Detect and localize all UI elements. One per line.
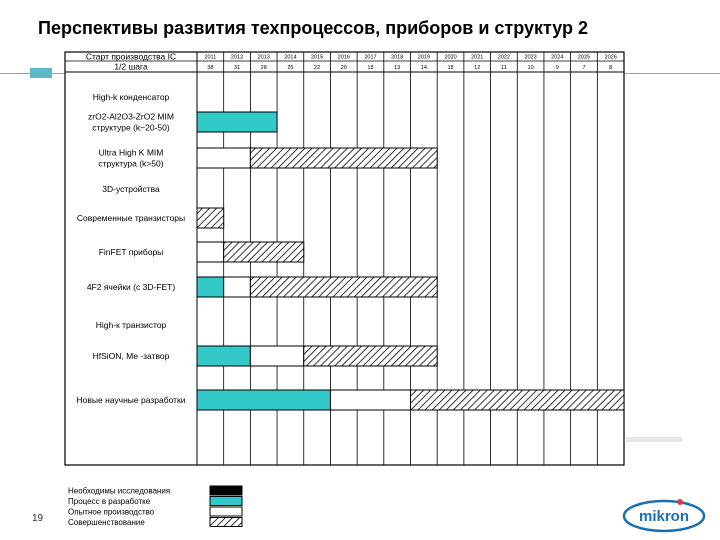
bar-dev [197,390,330,410]
pitch-tick: 12 [474,65,481,71]
mikron-logo [622,494,706,534]
row-label: 4F2 ячейки (с 3D-FET) [86,282,176,292]
year-tick: 2022 [497,54,511,61]
row-label: High-k конденсатор [92,92,170,102]
row-label: структуре (k~20-50) [92,122,170,133]
row-label: FinFET приборы [98,247,164,257]
year-tick: 2013 [257,54,270,61]
legend-swatch-pilot [210,507,242,516]
page-title: Перспективы развития техпроцессов, приборов и структур 2 [38,18,589,38]
pitch-tick: 18 [447,65,454,71]
pitch-tick: 14 [420,65,427,71]
pitch-tick: 10 [527,65,534,71]
year-tick: 2018 [391,54,404,61]
bar-improve [411,390,625,410]
pitch-label: 1/2 шага [114,61,148,72]
year-tick: 2021 [471,54,484,61]
legend-swatch-research [210,486,242,495]
year-tick: 2025 [577,54,591,61]
pitch-tick: 31 [233,65,241,71]
bar-improve [250,148,437,168]
pitch-tick: 9 [555,65,559,71]
bar-blank [224,277,251,297]
pitch-tick: 38 [207,65,214,71]
bar-improve [250,277,437,297]
year-tick: 2014 [284,54,297,61]
year-tick: 2019 [417,54,430,61]
bar-blank [197,242,224,262]
pitch-tick: 28 [260,65,267,71]
bar-improve [197,208,224,228]
pitch-tick: 7 [582,65,586,71]
year-tick: 2012 [230,54,244,61]
bar-blank [330,390,410,410]
legend-swatch-dev [210,497,242,506]
row-label: 3D-устройства [102,184,160,194]
page-number: 19 [32,513,44,524]
pitch-tick: 22 [314,65,321,71]
row-label: HfSiON, Me -затвор [92,351,170,361]
legend-label-dev: Процесс в разработке [68,497,151,506]
row-label: структура (k>50) [98,158,164,169]
bar-improve [224,242,304,262]
bar-improve [304,346,437,366]
row-label: Современные транзисторы [76,213,186,223]
year-tick: 2017 [364,54,377,61]
bar-dev [197,277,224,297]
pitch-tick: 8 [609,65,613,71]
logo-text: mikron [638,508,690,525]
pitch-tick: 20 [340,65,347,71]
year-tick: 2011 [204,54,217,61]
bar-dev [197,346,250,366]
year-tick: 2016 [337,54,350,61]
row-label: Ultra High K MIM [98,147,164,158]
pitch-tick: 11 [501,65,507,71]
row-label: Новые научные разработки [76,395,186,405]
row-label: High-к транзистор [95,320,167,330]
year-tick: 2024 [551,54,564,61]
year-tick: 2015 [310,54,324,61]
start-label: Старт производства IC [85,51,177,62]
legend-swatch-improve [210,518,242,527]
pitch-tick: 18 [367,65,374,71]
year-tick: 2026 [604,54,617,61]
pitch-tick: 25 [287,65,294,71]
bar-blank [250,346,303,366]
year-tick: 2023 [524,54,537,61]
bar-blank [197,148,250,168]
legend-label-research: Необходимы исследования [68,486,171,496]
row-label: zrO2-Al2O3-ZrO2 MIM [88,111,174,122]
bar-dev [197,112,277,132]
legend-label-pilot: Опытное производство [68,507,155,517]
legend-label-improve: Совершенствование [68,518,145,527]
pitch-tick: 13 [394,65,401,71]
year-tick: 2020 [444,54,457,61]
